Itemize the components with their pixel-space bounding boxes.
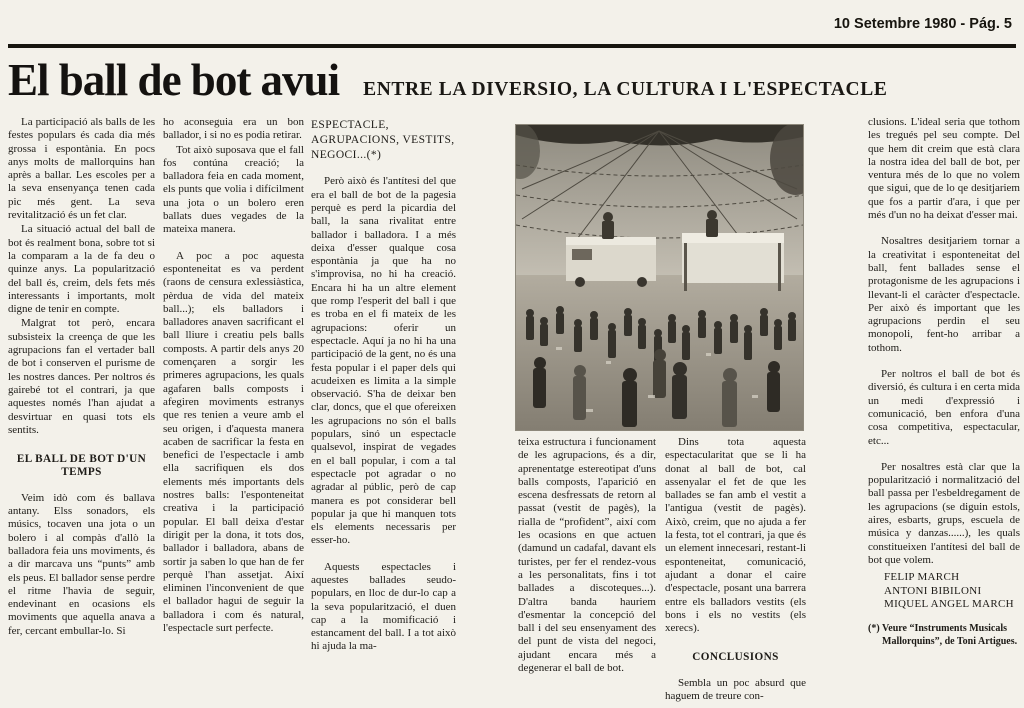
article-column-6	[868, 116, 1020, 706]
footnote: (*) Veure “Instruments Musicals Mallorquins”, de Toni Artigues.	[868, 623, 1018, 647]
header-rule	[8, 44, 1016, 48]
paragraph: Nosaltres desitjariem tornar a la creativitat i esponteneitat del ball, fent ballades sense el protagonisme de les agrupacions i llevant-li el caràcter d'espectacle. Per això és important que les agrupacions perdin el seu monopoli, fent-ho arribar a tothom.	[868, 235, 1020, 354]
masthead	[8, 54, 1016, 106]
paragraph: Tot això suposava que el fall fos contúna creació; la balladora feia en cada moment, els punts que volia i difícilment una jota o un bolero eren ballats dues vegades de la mateixa manera.	[163, 143, 304, 236]
byline: MIQUEL ANGEL MARCH	[884, 597, 1014, 610]
paragraph: A poc a poc aquesta esponteneitat es va perdent (raons de censura exlessiàstica, pèrdua de vida del mateix ball...); els balladors i balladores anaven sacrificant el ball lliure i creatiu pels balls composts. A partir dels anys 20 començaren a sorgir les primeres agrupacions, les quals agafaren balls composts i afegiren moviments estranys que res tenien a veure amb el seu origen, i d'aquesta manera acaben de sacrificar la festa en benefici de l'espectacle i amb ella sacrifiquen els dos elements més importants dels nostres balls: l'esponteneitat creativa i la participació popular. El ball deixa d'estar dirigit per la dona, it tots dos, ballador i balladora, abans de sortir ja saben lo que han de fer perquè l'han assetjat. Així eliminen l'inconvenient de que el ballador hagui de seguir la balladora i com és natural, l'espectacle surt perfecte.	[163, 249, 304, 634]
festival-photo-illustration	[516, 125, 803, 430]
festival-photo	[516, 125, 803, 430]
section-heading: ESPECTACLE, AGRUPACIONS, VESTITS, NEGOCI...(*)	[311, 119, 455, 161]
paragraph-continuation: teixa estructura i funcionament de les agrupacions, és a dir, aprenentatge estereotipat d'uns balls composts, l'aparició en escena desfressats de retorn al passat (vestit de pagès), la rialla de “profident”, així com les ocasions en que actuen (damund un cadafal, davant els turistes, per fer el rendez-vous a les personalitats, fins i tot ballades a discoteques...). D'altra banda hauriem d'esmentar la concepció del ball i del seu ensenyament des del punt de vista del negoci, ajudant encara més a degenerar el ball de bot.	[518, 436, 656, 675]
paragraph: Sembla un poc absurd que haguem de treure con-	[665, 676, 806, 703]
article-column-4	[518, 436, 656, 706]
paragraph: Per noltros el ball de bot és diversió, és cultura i en certa mida un medi d'expressió i comunicació, ben enfora d'una cosa competitiva, espectacular, etc...	[868, 368, 1020, 447]
paragraph: La situació actual del ball de bot és realment bona, sobre tot si la comparam a la de fa deu o quinze anys. La popularització del ball és, creim, dels fets més interessants i importants, molt digne de tenir en compte.	[8, 223, 155, 316]
section-heading: CONCLUSIONS	[692, 651, 779, 664]
page-date: 10 Setembre 1980 - Pág. 5	[833, 16, 1012, 32]
article-subtitle: ENTRE LA DIVERSIO, LA CULTURA I L'ESPECTACLE	[363, 79, 888, 100]
paragraph: Per nosaltres està clar que la popularització i normalització del ball passa per l'esbeldregament de les agrupacions (se diguin estols, aires, esbarts, grups, escuela de música y danzas......), les quals constitueixen l'antítesi del ball de bot que volem.	[868, 460, 1020, 566]
paragraph: Veim idò com és ballava antany. Elss sonadors, els músics, tocaven una jota o un bolero i al compàs d'allò la balladora feia uns moviments, és a dir marcava uns “punts” amb els peus. El ballador sense perdre el ritme l'havia de seguir, endevinant en ocasions els moviments que aquella anava a fer, cercant embullar-lo. Si	[8, 491, 155, 637]
article-column-3	[311, 116, 456, 706]
paragraph-continuation: ho aconseguia era un bon ballador, i si no es podia retirar.	[163, 116, 304, 142]
paragraph: Però això és l'antítesi del que era el ball de bot de la pagesia perquè es perd la picardia del ball, la sana rivalitat entre ballador i balladora. I a més deixa d'esser qualque cosa espontània ja que ha no s'improvisa, no hi ha creació. Encara hi ha un altre element que romp l'esperit del ball i que es troba en el fi mateix de les agrupacions: oferir un espectacle. Aquí ja no hi ha una participació de la gent, no és una festa popular i el paper dels qui acudeixen es limita a la simple observació. S'ha de deixar ben clar, doncs, que el que ofereixen les agrupacions no són el balls populars, sinó un espectacle qualsevol, inspirat de vegades en el ball popular, i com a tal espectacle pot agradar o no agradar al públic, però de cap manera es pot considerar bell popular ja que hi manquen tots els elements necessaris per esser-ho.	[311, 175, 456, 547]
article-title: El ball de bot avui	[8, 55, 340, 105]
article-column-1	[8, 116, 155, 706]
byline: FELIP MARCH	[884, 571, 960, 584]
article-column-2	[163, 116, 304, 706]
paragraph: Aquests espectacles i aquestes ballades seudo-populars, en lloc de dur-lo cap a la seva popularització, el duen cap a la momificació i estancament del ball. I a tot això hi ajuda la ma-	[311, 560, 456, 653]
article-column-5	[665, 436, 806, 706]
paragraph: Malgrat tot però, encara subsisteix la creença de que les agrupacions fan el vertader ball de bot i conserven el purisme de les nostres dances. Per noltros és gairebé tot el contrari, ja que aquestes només l'han ajudat a desvirtuar en quasi tots els sentits.	[8, 317, 155, 436]
byline: ANTONI BIBILONI	[884, 584, 982, 597]
paragraph: La participació als balls de les festes populars és cada dia més grossa i espontània. En pocs anys molts de mallorquins han après a ballar. Les escoles per a la seva ensenyança tenen cada pic més gent. La seva revitalització és un fet clar.	[8, 116, 155, 222]
section-heading: EL BALL DE BOT D'UN TEMPS	[16, 453, 147, 479]
paragraph: Dins tota aquesta espectacularitat que se li ha donat al ball de bot, cal assenyalar el fet de que les ballades se fan amb el vestit a l'antigua (vestit de pagès). Això, creim, que no ajuda a fer la festa, tot el contrari, ja que és un element innecesari, restant-li esponteneitat, comunicació, ajudant a donar el caire d'espectacle, posant una barrera entre els balladors vestits (els bons i els no vestits (els xerecs).	[665, 436, 806, 635]
paragraph-continuation: clusions. L'ideal seria que tothom les tregués pel seu compte. Del que hem dit creim que està clara la nostra idea del ball de bot, per ventura més de lo que no volem que sigui, que de lo qe desitjariem que fos a partir d'ara, i que per més d'un no ha deixat d'esser mai.	[868, 116, 1020, 222]
